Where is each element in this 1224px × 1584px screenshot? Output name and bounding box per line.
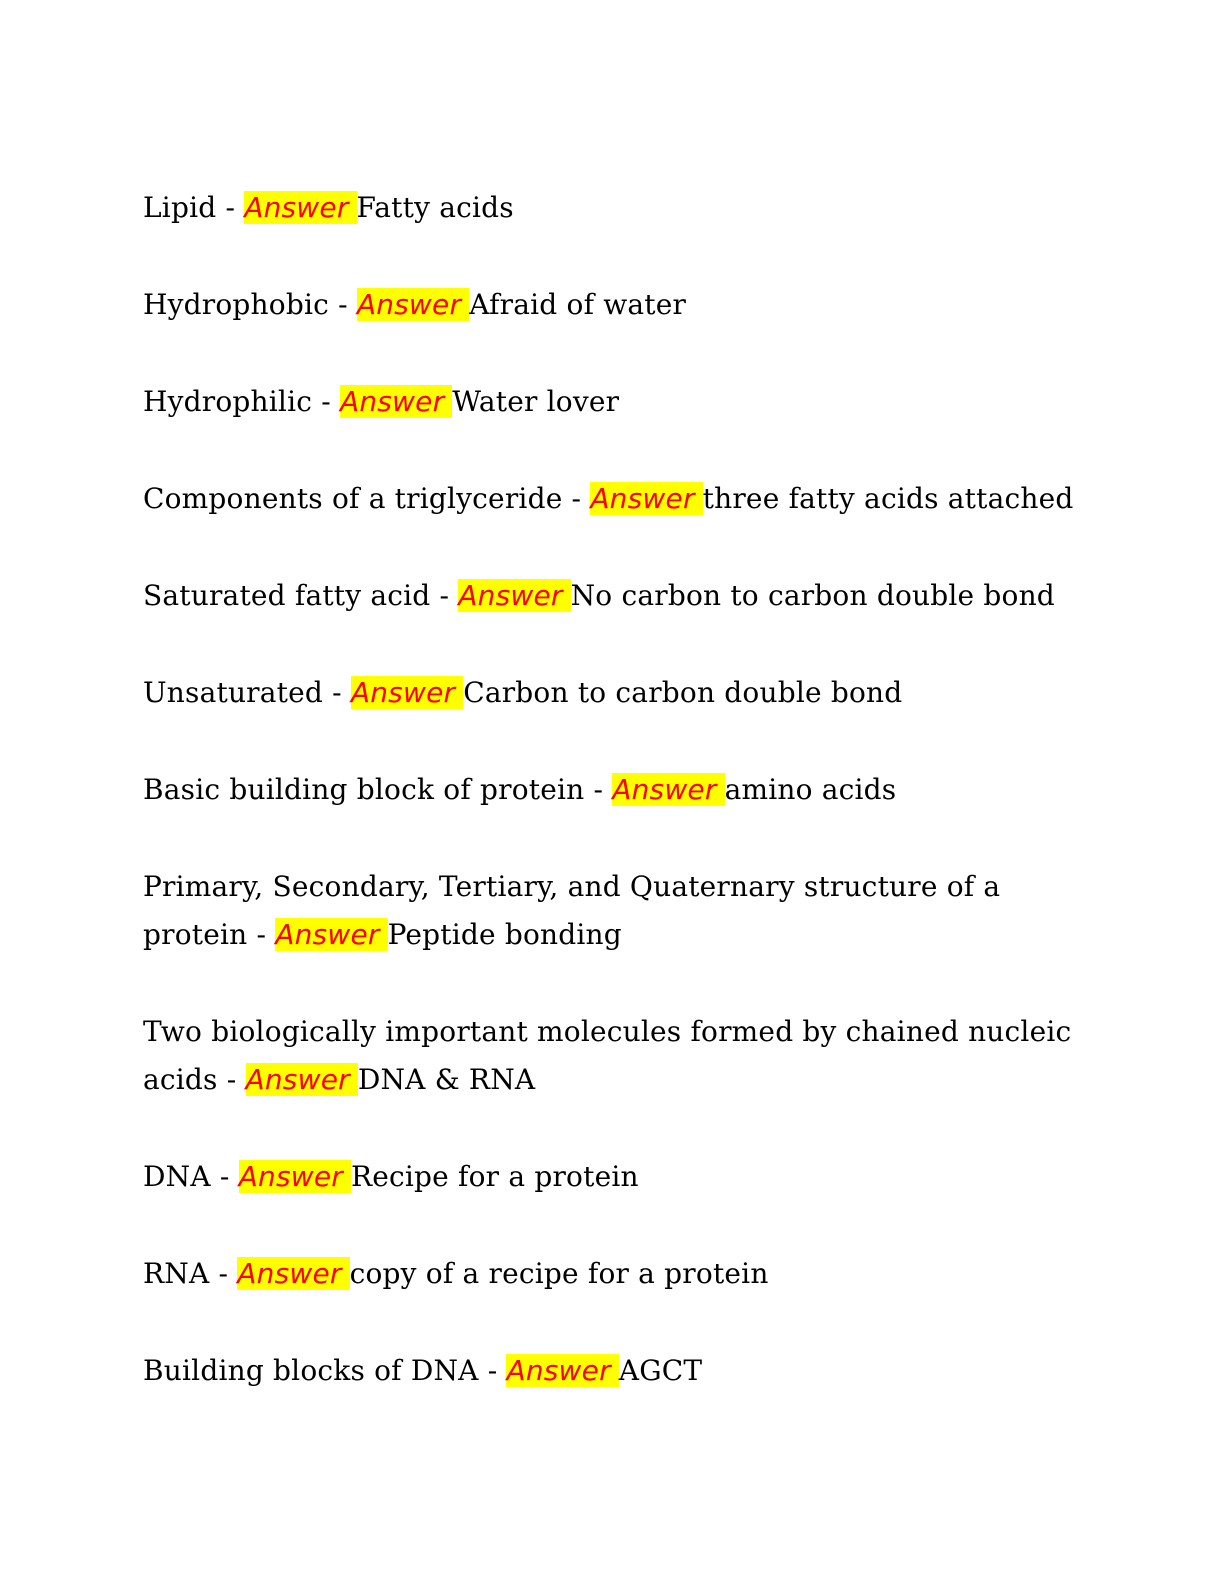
definition: three fatty acids attached — [702, 482, 1074, 515]
term: RNA - — [143, 1257, 238, 1290]
answer-label: Answer — [246, 1063, 358, 1096]
definition: Recipe for a protein — [350, 1160, 639, 1193]
term: Hydrophilic - — [143, 385, 340, 418]
definition: No carbon to carbon double bond — [570, 579, 1055, 612]
answer-label: Answer — [612, 773, 724, 806]
answer-label: Answer — [275, 918, 387, 951]
answer-label: Answer — [506, 1354, 618, 1387]
term: Two biologically important molecules formed by chained nucleic acids - — [143, 1015, 1072, 1096]
flashcard-entry — [143, 378, 1083, 426]
flashcard-entry — [143, 281, 1083, 329]
term: Components of a triglyceride - — [143, 482, 591, 515]
answer-label: Answer — [357, 288, 469, 321]
definition: Afraid of water — [469, 288, 687, 321]
definition: Carbon to carbon double bond — [463, 676, 903, 709]
answer-label: Answer — [239, 1160, 351, 1193]
answer-label: Answer — [351, 676, 463, 709]
flashcard-entry — [143, 475, 1083, 523]
answer-label: Answer — [237, 1257, 349, 1290]
flashcard-entry — [143, 1153, 1083, 1201]
term: Saturated fatty acid - — [143, 579, 459, 612]
definition: Peptide bonding — [387, 918, 622, 951]
flashcard-entry — [143, 766, 1083, 814]
term: Hydrophobic - — [143, 288, 357, 321]
definition: amino acids — [724, 773, 897, 806]
flashcard-entry — [143, 572, 1083, 620]
flashcard-entry — [143, 184, 1083, 232]
flashcard-entry — [143, 1347, 1083, 1395]
answer-label: Answer — [244, 191, 356, 224]
term: Unsaturated - — [143, 676, 351, 709]
answer-label: Answer — [590, 482, 702, 515]
term: Lipid - — [143, 191, 245, 224]
definition: copy of a recipe for a protein — [349, 1257, 769, 1290]
term: Primary, Secondary, Tertiary, and Quaternary structure of a protein - — [143, 870, 1001, 951]
definition: AGCT — [618, 1354, 703, 1387]
definition: DNA & RNA — [357, 1063, 536, 1096]
flashcard-entry — [143, 669, 1083, 717]
answer-label: Answer — [458, 579, 570, 612]
document-page — [143, 184, 1083, 1444]
flashcard-entry — [143, 863, 1083, 959]
term: DNA - — [143, 1160, 239, 1193]
answer-label: Answer — [340, 385, 452, 418]
term: Building blocks of DNA - — [143, 1354, 507, 1387]
definition: Water lover — [452, 385, 620, 418]
term: Basic building block of protein - — [143, 773, 613, 806]
flashcard-entry — [143, 1008, 1083, 1104]
definition: Fatty acids — [356, 191, 514, 224]
flashcard-entry — [143, 1250, 1083, 1298]
